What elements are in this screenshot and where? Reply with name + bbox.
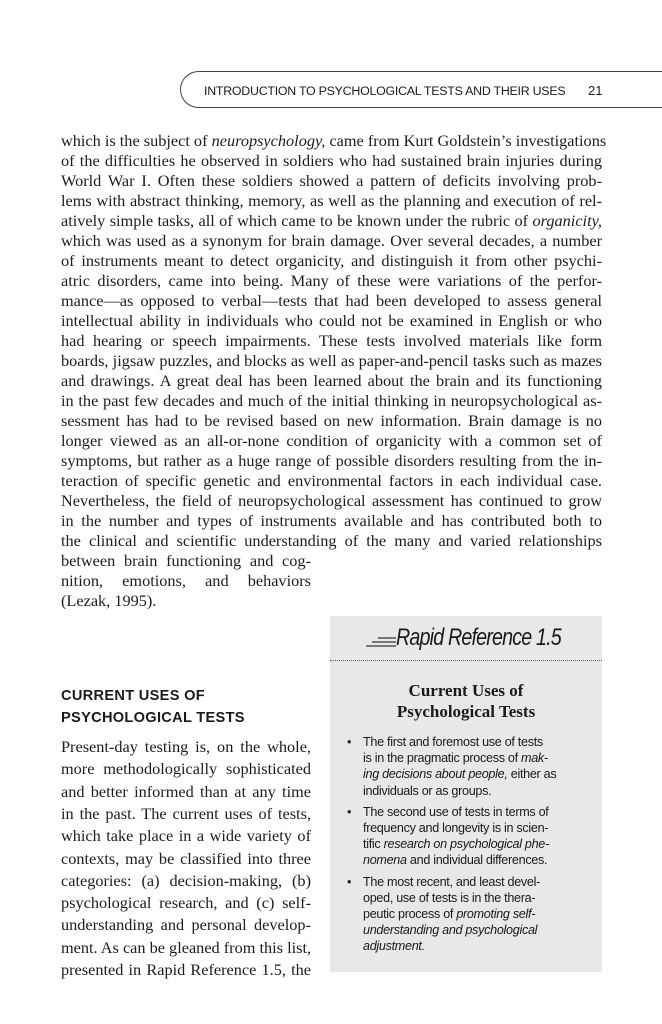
rapid-reference-item-line: individuals or as groups. <box>363 783 492 798</box>
rapid-reference-title-row <box>330 616 602 661</box>
rapid-reference-item-line: adjustment. <box>363 939 425 954</box>
text-line: longer viewed as an all-or-none condition of organicity with a common set of <box>61 431 602 450</box>
text-line: and better informed than at any time <box>61 781 311 801</box>
text-line: mance—as opposed to verbal—tests that had been developed to assess general <box>61 291 602 310</box>
rapid-reference-item-line: The most recent, and least devel- <box>363 874 541 889</box>
section-heading-line: PSYCHOLOGICAL TESTS <box>61 710 245 726</box>
rapid-reference-title: Rapid Reference 1.5 <box>396 624 561 651</box>
text-line: psychological research, and (c) self- <box>61 893 311 913</box>
text-line: which take place in a wide variety of <box>61 826 311 846</box>
text-line: nition, emotions, and behaviors <box>61 571 311 590</box>
text-line: which was used as a synonym for brain damage. Over several decades, a number <box>61 231 602 250</box>
speed-lines-icon <box>366 636 396 650</box>
rapid-reference-box <box>330 616 602 972</box>
text-line: Nevertheless, the field of neuropsychological assessment has continued to grow <box>61 491 602 510</box>
section-heading-line: CURRENT USES OF <box>61 688 205 704</box>
text-line: and drawings. A great deal has been learned about the brain and its functioning <box>61 371 602 390</box>
text-line: categories: (a) decision-making, (b) <box>61 870 311 890</box>
text-line: boards, jigsaw puzzles, and blocks as well as paper-and-pencil tasks such as mazes <box>61 351 602 370</box>
text-line: which is the subject of neuropsychology, came from Kurt Goldstein’s investigations <box>61 131 607 150</box>
rapid-reference-item-line: understanding and psychological <box>363 923 538 938</box>
rapid-reference-item <box>344 804 594 869</box>
rapid-reference-subtitle-line: Current Uses of <box>408 681 524 700</box>
text-line: the clinical and scientific understanding of the many and varied relationships <box>61 531 602 550</box>
rapid-reference-list <box>344 734 594 960</box>
rapid-reference-item-line: frequency and longevity is in scien- <box>363 821 549 836</box>
section-heading <box>61 685 321 729</box>
text-line: symptoms, but rather as a huge range of possible disorders resulting from the in- <box>61 451 602 470</box>
text-line: atric disorders, came into being. Many of these were variations of the perfor- <box>61 271 602 290</box>
text-line: ment. As can be gleaned from this list, <box>61 937 312 957</box>
text-line: more methodologically sophisticated <box>61 759 311 779</box>
rapid-reference-item-line: The first and foremost use of tests <box>363 735 543 749</box>
text-line: of the difficulties he observed in soldiers who had sustained brain injuries during <box>61 151 602 170</box>
text-line: had hearing or speech impairments. These tests involved materials like form <box>61 331 602 350</box>
text-line: sessment has had to be revised based on new information. Brain damage is no <box>61 411 602 430</box>
text-line: between brain functioning and cog- <box>61 551 311 570</box>
text-line: lems with abstract thinking, memory, as well as the planning and execution of rel- <box>61 191 602 210</box>
rapid-reference-item-line: is in the pragmatic process of mak- <box>363 751 548 766</box>
rapid-reference-item <box>344 734 594 799</box>
rapid-reference-item-line: oped, use of tests is in the thera- <box>363 890 536 905</box>
rapid-reference-item-line: nomena and individual differences. <box>363 853 548 868</box>
text-line: of instruments meant to detect organicity, and distinguish it from other psychi- <box>61 251 602 270</box>
text-line: intellectual ability in individuals who could not be examined in English or who <box>61 311 602 330</box>
running-header-title: INTRODUCTION TO PSYCHOLOGICAL TESTS AND THEIR USES <box>204 84 566 98</box>
rapid-reference-item <box>344 874 594 955</box>
bullet-icon: • <box>347 735 352 749</box>
rapid-reference-subtitle <box>330 680 602 722</box>
rapid-reference-item-line: The second use of tests in terms of <box>363 804 549 819</box>
text-line: Present-day testing is, on the whole, <box>61 737 311 756</box>
bullet-icon: • <box>347 874 352 889</box>
text-line: atively simple tasks, all of which came to be known under the rubric of organicity, <box>61 211 602 230</box>
rapid-reference-item-line: peutic process of promoting self- <box>363 907 536 922</box>
text-line: in the number and types of instruments available and has contributed both to <box>61 511 602 530</box>
bullet-icon: • <box>347 804 352 819</box>
text-line: presented in Rapid Reference 1.5, the <box>61 960 311 979</box>
text-line: contexts, may be classified into three <box>61 848 311 868</box>
text-line: (Lezak, 1995). <box>61 591 157 610</box>
text-line: understanding and personal develop- <box>61 915 311 935</box>
text-line: World War I. Often these soldiers showed a pattern of deficits involving prob- <box>61 171 602 190</box>
text-line: teraction of specific genetic and environmental factors in each individual case. <box>61 471 602 490</box>
rapid-reference-item-line: tific research on psychological phe- <box>363 837 549 852</box>
rapid-reference-subtitle-line: Psychological Tests <box>396 702 536 721</box>
text-line: in the past. The current uses of tests, <box>61 803 311 823</box>
page-number: 21 <box>588 83 603 98</box>
rapid-reference-item-line: ing decisions about people, either as <box>363 767 557 782</box>
text-line: in the past few decades and much of the initial thinking in neuropsychological as- <box>61 391 602 410</box>
